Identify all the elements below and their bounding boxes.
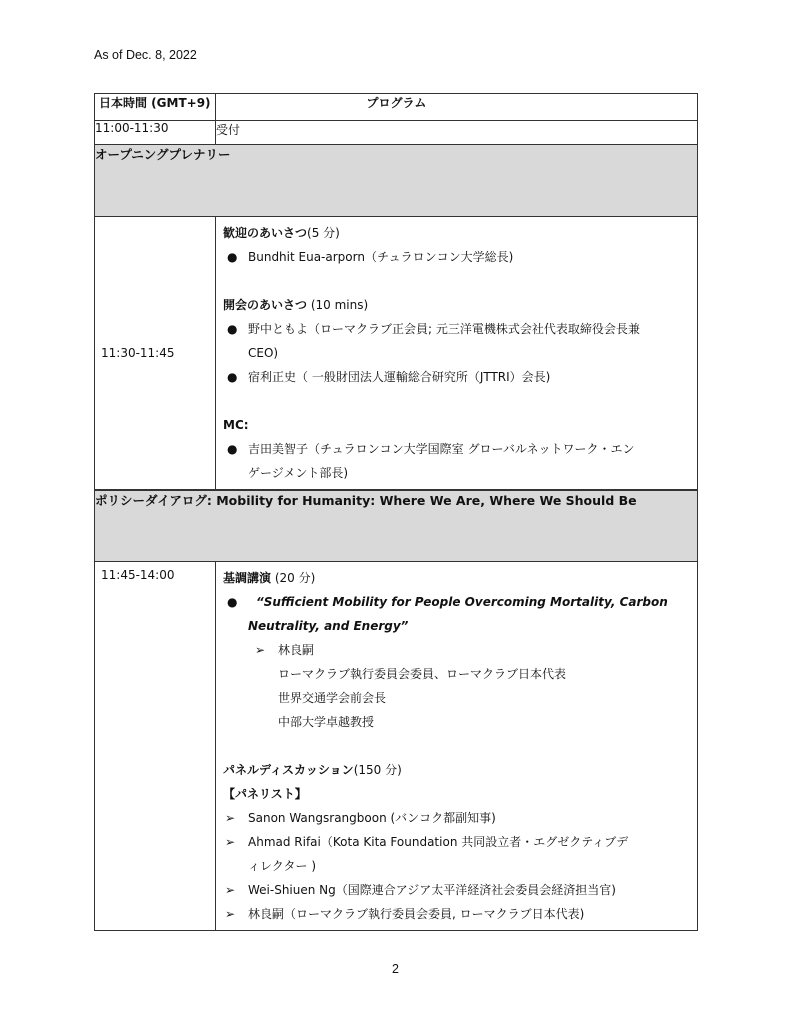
policy-time: 11:45-14:00 <box>95 562 216 931</box>
bullet-icon: ● <box>227 370 238 384</box>
section-row-opening <box>95 145 698 217</box>
speaker1-line1: 野中ともよ（ローマクラブ正会員; 元三洋電機株式会社代表取締役会長兼 <box>248 322 640 336</box>
table-row-policy <box>95 562 698 931</box>
mc-line2: ゲージメント部長) <box>248 466 349 480</box>
panelist2-line2: ィレクター ) <box>248 859 317 873</box>
bullet-icon: ● <box>227 595 238 609</box>
page-number: 2 <box>392 962 399 976</box>
arrow-icon: ➢ <box>225 835 236 849</box>
as-of-date: As of Dec. 8, 2022 <box>94 48 197 62</box>
header-time: 日本時間 (GMT+9) <box>95 94 216 121</box>
reception-label: 受付 <box>216 121 698 145</box>
keynote-heading <box>223 566 691 590</box>
table-row-opening <box>95 217 698 490</box>
list-item <box>223 245 691 269</box>
section-prefix: ポリシーダイアログ <box>95 493 207 508</box>
arrow-icon: ➢ <box>225 907 236 921</box>
keynote-talk-line2: Neutrality, and Energy” <box>248 619 409 633</box>
list-item <box>223 830 691 878</box>
panelist4: 林良嗣（ローマクラブ執行委員会委員, ローマクラブ日本代表) <box>248 907 585 921</box>
panel-title: パネルディスカッション <box>223 763 354 777</box>
welcome-duration: (5 分) <box>307 226 340 240</box>
list-item <box>223 437 691 485</box>
opening-content <box>216 217 698 490</box>
section-row-policy <box>95 491 698 562</box>
bullet-icon: ● <box>227 322 238 336</box>
section-title-opening: オープニングプレナリー <box>95 145 698 217</box>
list-item <box>223 365 691 389</box>
opening-remarks-duration: (10 mins) <box>307 298 369 312</box>
list-item <box>223 638 691 662</box>
bullet-icon: ● <box>227 442 238 456</box>
arrow-icon: ➢ <box>225 811 236 825</box>
panel-duration: (150 分) <box>353 763 402 777</box>
opening-remarks-heading <box>223 293 691 317</box>
arrow-icon: ➢ <box>255 643 266 657</box>
header-program: プログラム <box>216 94 698 121</box>
keynote-title: 基調講演 <box>223 571 272 585</box>
list-item <box>223 806 691 830</box>
welcome-heading <box>223 221 691 245</box>
keynote-role2: 世界交通学会前会長 <box>278 691 387 705</box>
keynote-speaker: 林良嗣 <box>278 643 315 657</box>
panelist2-line1: Ahmad Rifai（Kota Kita Foundation 共同設立者・エグゼクティブデ <box>248 835 629 849</box>
table-header-row <box>95 94 698 121</box>
schedule-table-opening <box>94 93 698 490</box>
list-item <box>223 590 691 638</box>
keynote-role1: ローマクラブ執行委員会委員、ローマクラブ日本代表 <box>278 667 567 681</box>
opening-remarks-title: 開会のあいさつ <box>223 298 308 312</box>
panelists-heading: 【パネリスト】 <box>223 787 307 801</box>
list-item <box>223 902 691 926</box>
table-row-reception <box>95 121 698 145</box>
arrow-icon: ➢ <box>225 883 236 897</box>
section-subtitle: : Mobility for Humanity: Where We Are, Where We Should Be <box>206 493 637 508</box>
welcome-title: 歓迎のあいさつ <box>223 226 308 240</box>
section-title-policy <box>95 491 698 562</box>
panelist3: Wei-Shiuen Ng（国際連合アジア太平洋経済社会委員会経済担当官) <box>248 883 616 897</box>
list-item <box>223 317 691 365</box>
bullet-icon: ● <box>227 250 238 264</box>
speaker2: 宿利正史（ 一般財団法人運輸総合研究所（JTTRI）会長) <box>248 370 551 384</box>
list-item <box>223 878 691 902</box>
reception-time: 11:00-11:30 <box>95 121 216 145</box>
schedule-table-policy <box>94 490 698 931</box>
welcome-speaker: Bundhit Eua-arporn（チュラロンコン大学総長) <box>248 250 514 264</box>
keynote-role3: 中部大学卓越教授 <box>278 715 375 729</box>
keynote-duration: (20 分) <box>271 571 316 585</box>
mc-heading: MC: <box>223 418 249 432</box>
panelist1: Sanon Wangsrangboon (バンコク都副知事) <box>248 811 496 825</box>
panel-heading <box>223 758 691 782</box>
opening-time: 11:30-11:45 <box>95 217 216 490</box>
mc-line1: 吉田美智子（チュラロンコン大学国際室 グローバルネットワーク・エン <box>248 442 635 456</box>
keynote-talk-line1: “Sufficient Mobility for People Overcoming Mortality, Carbon <box>256 595 668 609</box>
speaker1-line2: CEO) <box>248 346 279 360</box>
policy-content <box>216 562 698 931</box>
